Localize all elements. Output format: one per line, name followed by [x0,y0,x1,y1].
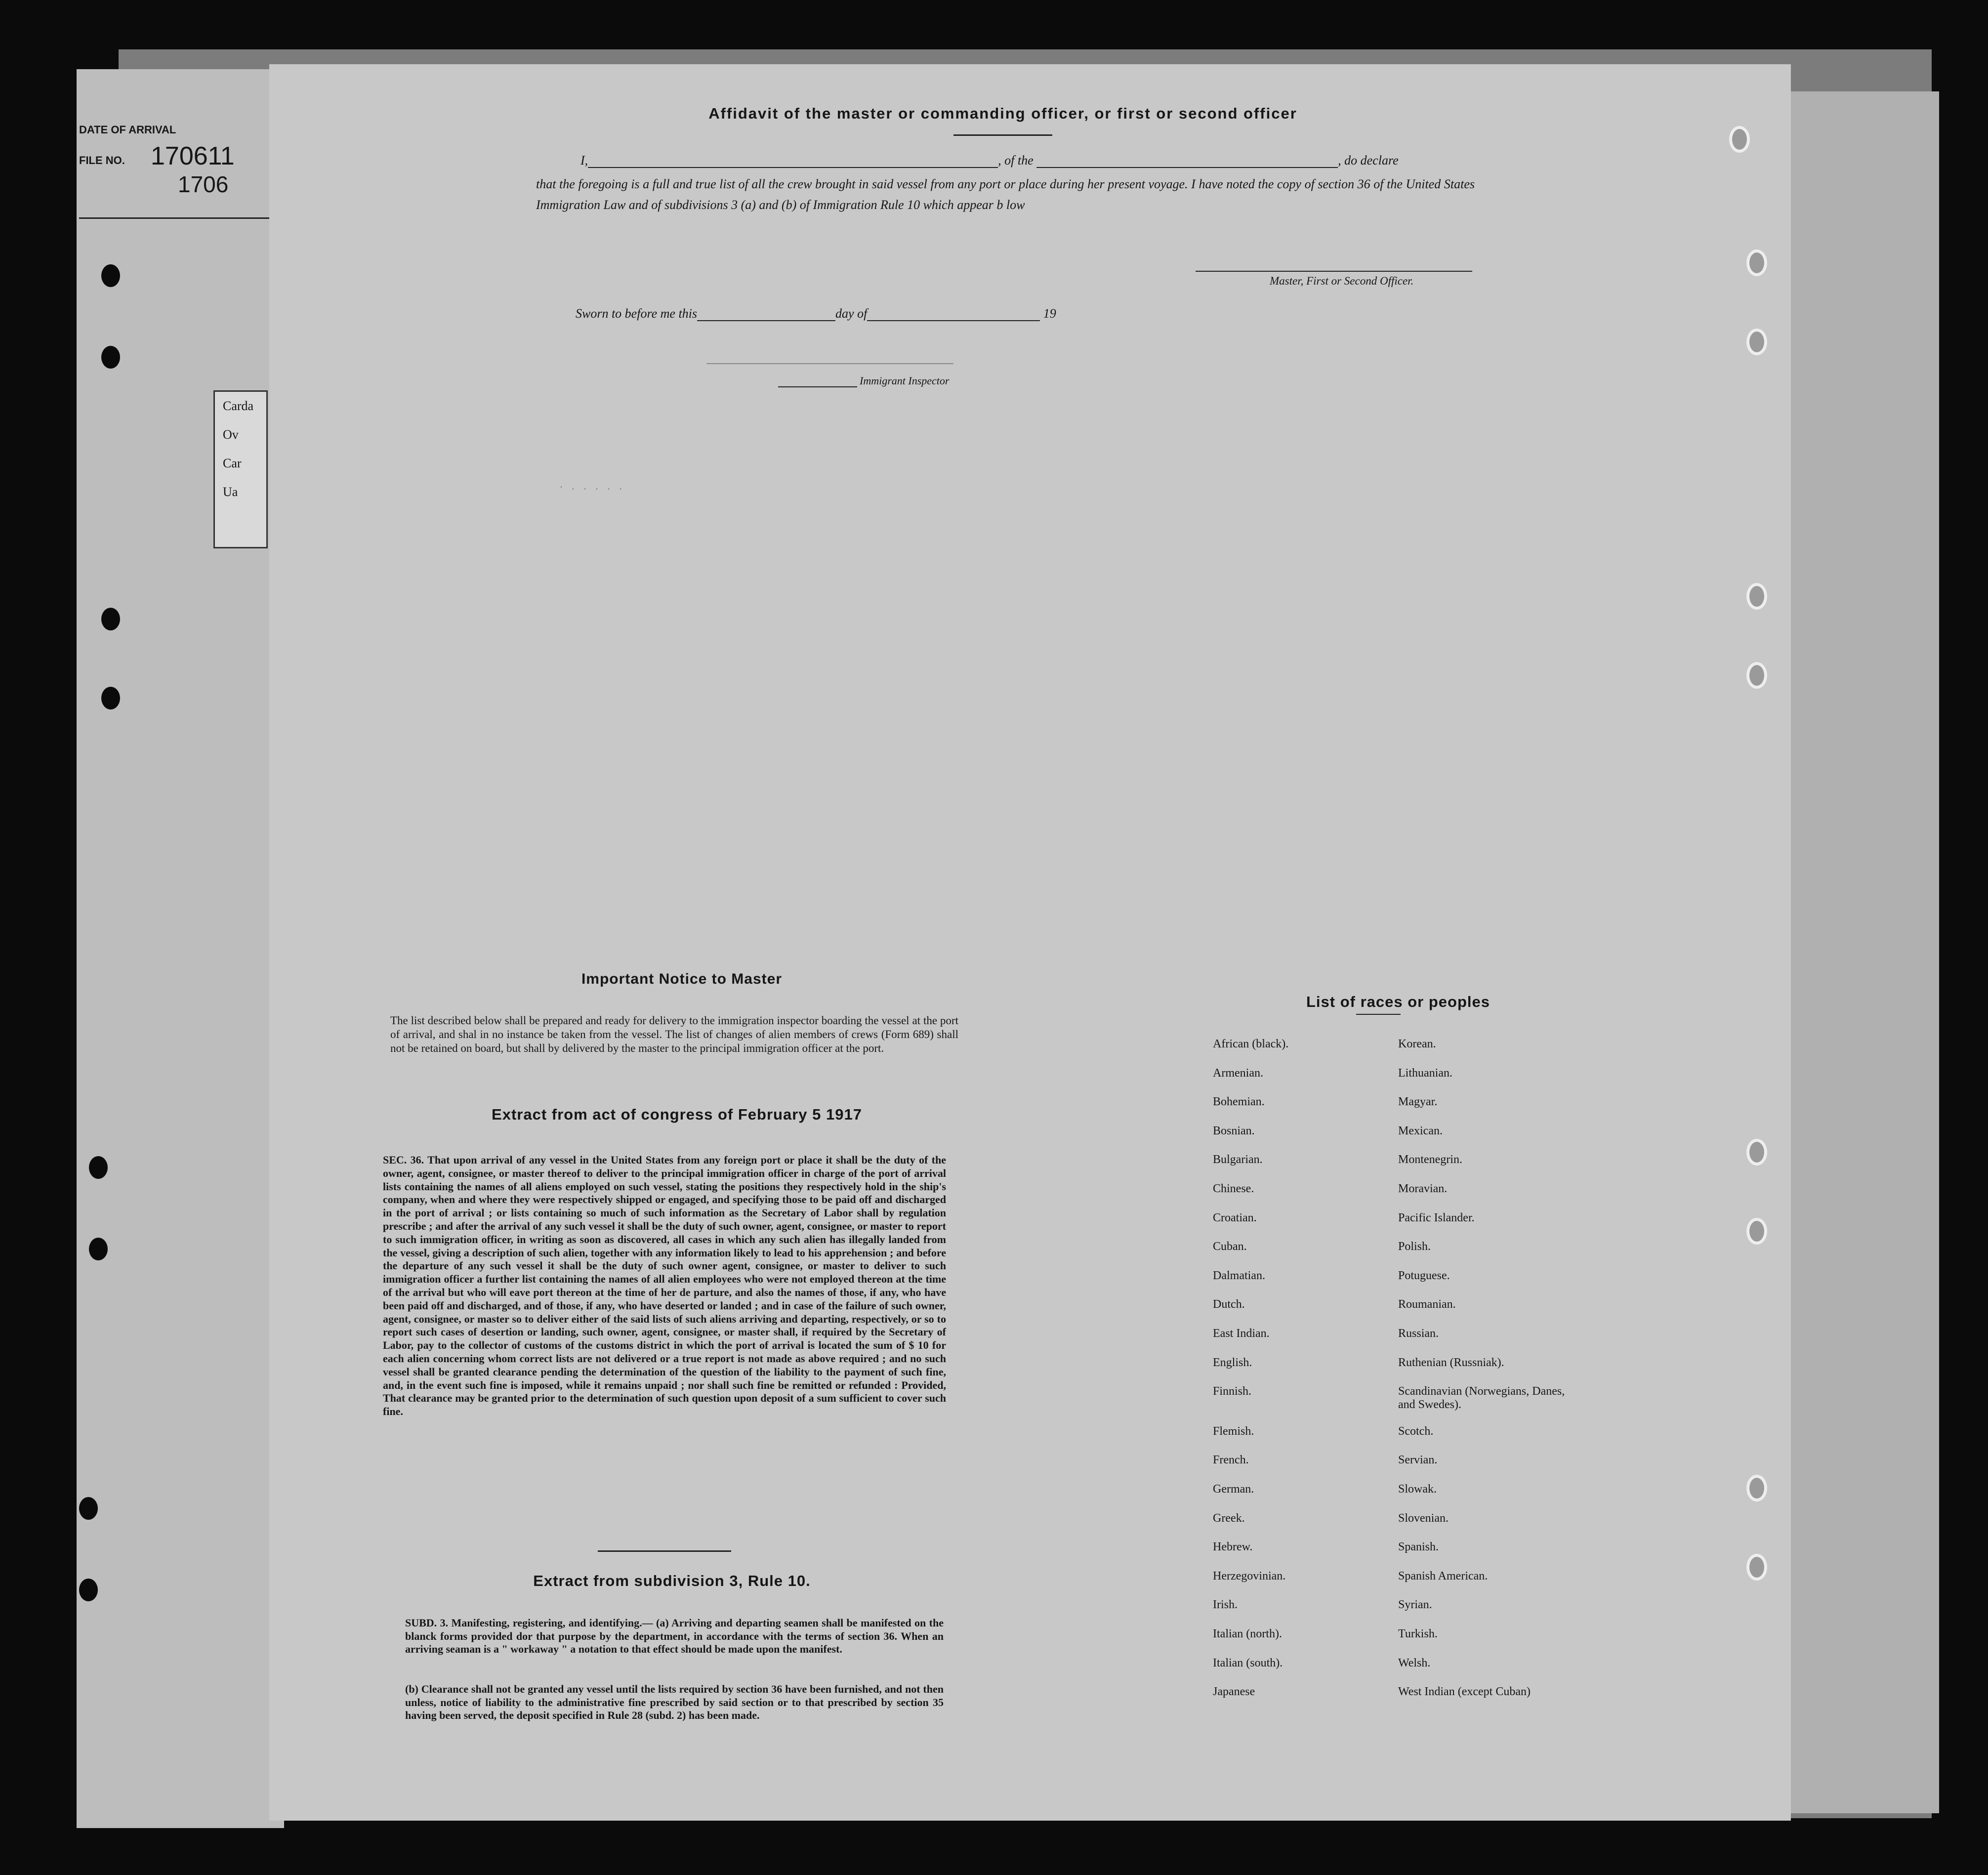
race-item: Korean. [1398,1038,1436,1050]
punch-hole-ring [1746,250,1767,276]
name-blank [588,167,998,168]
punch-hole-ring [1746,1218,1767,1245]
punch-hole [79,1497,98,1520]
race-item: Hebrew. [1213,1541,1253,1554]
punch-hole [101,687,120,709]
race-item: Irish. [1213,1598,1238,1612]
race-item: African (black). [1213,1038,1289,1050]
race-item: West Indian (except Cuban) [1398,1685,1531,1699]
divider [598,1550,731,1552]
race-item: Finnish. [1213,1385,1252,1398]
rule-para-a: SUBD. 3. Manifesting, registering, and identifying.— (a) Arriving and departing seamen shall be manifested on the blanck forms provided dor that purpose by the department, in accordance with the terms of section 36. When an arriving seaman is a " workaway " a notation to that effect should be made upon the manifest. [405,1617,944,1655]
race-item: Montenegrin. [1398,1153,1462,1167]
race-item: Scandinavian (Norwegians, Danes, and Swedes). [1398,1385,1565,1412]
race-item: Roumanian. [1398,1298,1456,1311]
race-item: Greek. [1213,1511,1245,1525]
race-item: Herzegovinian. [1213,1569,1286,1583]
race-item: Dutch. [1213,1298,1245,1311]
act-text: SEC. 36. That upon arrival of any vessel in the United States from any foreign port or place it shall be the duty of the owner, agent, consignee, or master thereof to deliver to the principal immigration officer in charge of the port of arrival lists containing the names of all aliens employed on such vessel, stating the positions they respectively hold in the ship's company, when and where they were respectively shipped or engaged, and specifying those to be paid off and discharged in the port of arrival ; or lists containing so much of such information as the Secretary of Labor shall by regulation prescribe ; and after the arrival of any such vessel it shall be the duty of such owner, agent, consignee, or master to report to such immigration officer, in writing as soon as discovered, all cases in which any such alien has illegally landed from the vessel, giving a description of such alien, together with any information likely to lead to his apprehension ; and before the departure of any such vessel it shall be the duty of such owner agent, consignee, or master to deliver to such immigration officer a further list containing the names of all alien employees who were not employed thereon at the time of the arrival but who will eave port thereon at the time of her de parture, and also the names of those, if any, who have been paid off and discharged, and of those, if any, who have deserted or landed ; and in case of the failure of such owner, agent, consignee, or master so to deliver either of the said lists of such aliens arriving and departing, respectively, or so to report such cases of desertion or landing, such owner, agent, consignee, or master shall, if required by the Secretary of Labor, pay to the collector of customs of the customs district in which the port of arrival is located the sum of $ 10 for each alien concerning whom correct lists are not delivered or a true report is not made as above required ; and no such vessel shall be granted clearance pending the determination of the question of the liability to the payment of such fine, and, in the event such fine is imposed, while it remains unpaid ; nor shall such fine be remitted or refunded : Provided, That clearance may be granted prior to the determination of such question upon deposit of a sum sufficient to cover such fine. [383,1154,946,1418]
race-item: Spanish American. [1398,1569,1488,1583]
race-item: Flemish. [1213,1424,1254,1438]
vessel-blank [1036,167,1338,168]
race-item: Scotch. [1398,1424,1434,1438]
notice-text: The list described below shall be prepared and ready for delivery to the immigration inspector boarding the vessel at the port of arrival, and shal in no instance be taken from the vessel. The list of changes of alien members of crews (Form 689) shall not be retained on board, but shall by delivered by the master to the principal immigration officer at the port. [390,1014,958,1054]
punch-hole [101,346,120,369]
race-item: Potuguese. [1398,1269,1450,1282]
race-item: Chinese. [1213,1182,1254,1195]
file-no-label: FILE NO. [79,154,125,167]
punch-hole-ring [1746,583,1767,610]
punch-hole-ring [1746,1475,1767,1501]
race-item: Magyar. [1398,1095,1438,1109]
inspector-label: Immigrant Inspector [860,375,950,387]
race-item: Moravian. [1398,1182,1448,1195]
race-item: Armenian. [1213,1066,1263,1080]
race-item: Ruthenian (Russniak). [1398,1356,1504,1369]
affidavit-title: Affidavit of the master or commanding officer, or first or second officer [708,105,1297,122]
race-item: Bosnian. [1213,1124,1255,1137]
race-item: Welsh. [1398,1656,1431,1669]
left-sheet-strip [77,69,284,1828]
divider [953,134,1052,136]
race-item: Turkish. [1398,1627,1438,1640]
file-number-second: 1706 [178,171,229,197]
race-item: Bohemian. [1213,1095,1265,1109]
master-label: Master, First or Second Officer. [1270,275,1414,287]
punch-hole [89,1238,108,1260]
race-item: Lithuanian. [1398,1066,1452,1080]
date-of-arrival-label: DATE OF ARRIVAL [79,124,176,136]
race-item: Bulgarian. [1213,1153,1263,1167]
affidavit-sheet [269,64,1791,1821]
signature-line [1196,271,1472,272]
rule-title: Extract from subdivision 3, Rule 10. [533,1572,811,1589]
race-item: French. [1213,1454,1249,1467]
race-item: Italian (south). [1213,1656,1283,1669]
punch-hole-ring [1746,662,1767,689]
punch-hole [79,1579,98,1601]
rule-para-b: (b) Clearance shall not be granted any vessel until the lists required by section 36 have been furnished, and not then unless, notice of liability to the administrative fine prescribed by said section or to that prescribed by section 35 having been served, the deposit specified in Rule 28 (subd. 2) has been made. [405,1683,944,1721]
race-item: Spanish. [1398,1541,1439,1554]
race-item: Pacific Islander. [1398,1211,1475,1224]
declaration-line: I, , of the , do declare [580,153,1399,167]
sworn-line: Sworn to before me this day of 19 [576,306,1056,321]
race-item: English. [1213,1356,1252,1369]
punch-hole [101,264,120,287]
race-item: Dalmatian. [1213,1269,1265,1282]
race-item: Slovenian. [1398,1511,1449,1525]
race-item: Slowak. [1398,1483,1437,1496]
card-tab: Carda Ov Car Ua [213,390,268,548]
punch-hole-ring [1729,126,1750,153]
punch-hole-ring [1746,1139,1767,1166]
race-item: Mexican. [1398,1124,1443,1137]
race-item: East Indian. [1213,1327,1270,1340]
race-item: Japanese [1213,1685,1255,1699]
race-item: Cuban. [1213,1240,1247,1253]
right-sheet-strip [1791,91,1939,1813]
race-item: Servian. [1398,1454,1438,1467]
race-item: Croatian. [1213,1211,1257,1224]
notice-title: Important Notice to Master [581,971,783,987]
race-item: Syrian. [1398,1598,1432,1612]
punch-hole [101,608,120,630]
race-item: Russian. [1398,1327,1439,1340]
punch-hole-ring [1746,1554,1767,1581]
races-title: List of races or peoples [1306,993,1490,1010]
act-title: Extract from act of congress of February 5 1917 [492,1106,862,1123]
race-item: Italian (north). [1213,1627,1282,1640]
affidavit-body: that the foregoing is a full and true list of all the crew brought in said vessel from any port or place during her present voyage. I have noted the copy of section 36 of the United States Immigration Law and of subdivisions 3 (a) and (b) of Immigration Rule 10 which appear b low [536,177,1475,212]
punch-hole [89,1156,108,1179]
punch-hole-ring [1746,329,1767,355]
race-item: Polish. [1398,1240,1431,1253]
race-item: German. [1213,1483,1254,1496]
file-number: 170611 [151,142,235,170]
